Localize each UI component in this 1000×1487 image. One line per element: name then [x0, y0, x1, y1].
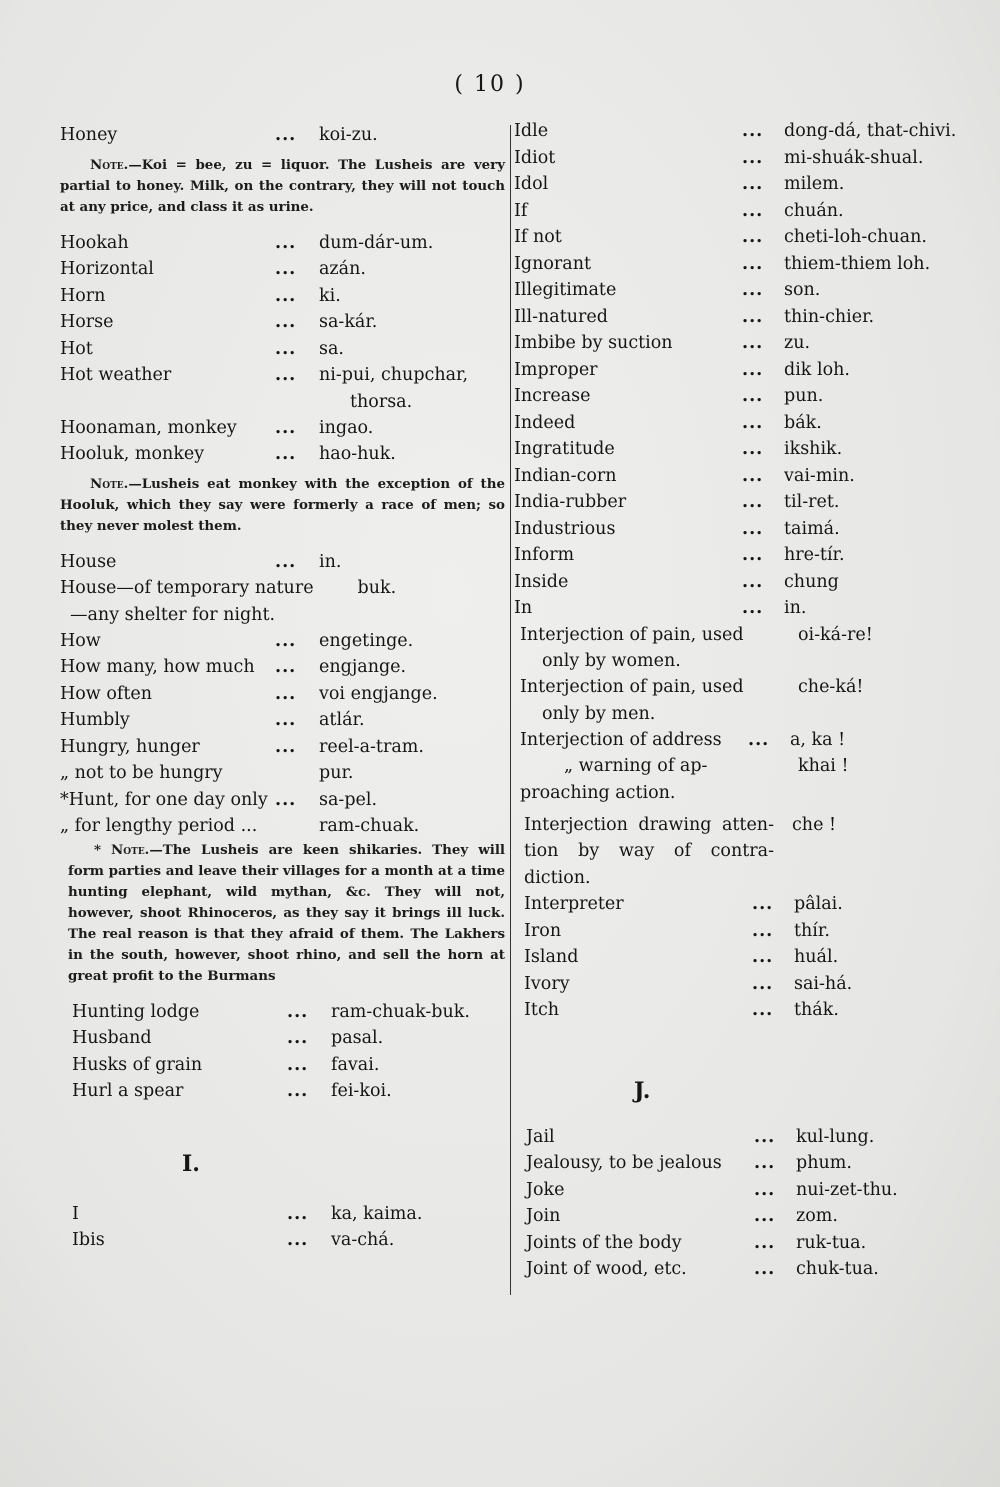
- entry-dots: [275, 813, 319, 840]
- entry-term: Itch: [524, 1000, 560, 1020]
- entry-translation: sai-há.: [794, 973, 853, 994]
- entry-dots: ...: [742, 598, 764, 618]
- entry-term: Idol: [514, 174, 549, 194]
- dictionary-entry: [60, 441, 505, 468]
- column-divider: [510, 125, 511, 1295]
- entry-translation: pâlai.: [794, 894, 843, 914]
- entry-translation: voi engjange.: [319, 683, 438, 704]
- entry-translation: in.: [319, 551, 342, 572]
- dictionary-entry: [60, 681, 505, 708]
- entry-dots: ...: [275, 551, 297, 572]
- entry-translation: zom.: [796, 1206, 838, 1226]
- entry-translation: thin-chier.: [784, 306, 875, 327]
- entry-term: Hurl a spear: [72, 1081, 184, 1101]
- entry-term: Ibis: [72, 1230, 105, 1250]
- entry-dots: ...: [742, 439, 764, 459]
- entry-term: Hooluk, monkey: [60, 444, 205, 464]
- entry-term: Ignorant: [514, 253, 592, 274]
- dictionary-entry: [514, 198, 954, 225]
- entry-translation: oi-ká-re!: [798, 624, 873, 645]
- entry-term: Hunting lodge: [72, 1001, 200, 1022]
- dictionary-entry: [60, 787, 505, 814]
- entry-translation: ingao.: [319, 417, 374, 438]
- entry-translation: che !: [792, 814, 837, 835]
- dictionary-entry: [514, 516, 954, 543]
- note-hunt: [60, 840, 505, 987]
- entry-translation: ram-chuak-buk.: [331, 1001, 470, 1022]
- note-lead: * Note.: [94, 841, 150, 858]
- entry-dots: ...: [287, 1001, 309, 1022]
- entry-translation: khai !: [798, 756, 849, 776]
- dictionary-entry: [72, 1052, 505, 1079]
- entry-translation: a, ka !: [790, 729, 846, 750]
- entry-interjection-pain-women: [514, 622, 954, 649]
- dictionary-entry: [514, 463, 954, 490]
- entry-dots: ...: [742, 121, 764, 141]
- entry-term: Interjection of address: [520, 729, 722, 750]
- entry-term: Iron: [524, 920, 562, 941]
- entry-translation: ram-chuak.: [319, 816, 420, 836]
- entry-translation: buk.: [357, 578, 397, 598]
- entry-translation: che-ká!: [798, 677, 864, 697]
- entry-dots: ...: [742, 492, 764, 512]
- dictionary-entry: [514, 542, 954, 569]
- entry-term: Industrious: [514, 518, 616, 539]
- entry-list-j: [514, 1124, 954, 1283]
- entry-dots: ...: [752, 894, 774, 914]
- entry-term: Hookah: [60, 232, 129, 253]
- dictionary-entry: [514, 118, 957, 145]
- entry-continuation: —any shelter for night.: [70, 604, 276, 625]
- entry-dots: ...: [275, 125, 297, 145]
- entry-translation: sa-pel.: [319, 789, 378, 810]
- dictionary-entry: [524, 944, 954, 971]
- right-column: [514, 118, 957, 1283]
- entry-dots: ...: [754, 1179, 776, 1200]
- dictionary-entry: [60, 309, 505, 336]
- entry-term: „ not to be hungry: [60, 763, 223, 783]
- entry-translation: atlár.: [319, 710, 365, 730]
- entry-dots: ...: [754, 1206, 776, 1226]
- dictionary-entry: [526, 1150, 954, 1177]
- entry-list-h4: [60, 628, 505, 840]
- dictionary-entry: [514, 224, 954, 251]
- entry-term: House—of temporary nature: [60, 578, 314, 598]
- entry-translation: dum-dár-um.: [319, 232, 434, 253]
- entry-list-h2: [60, 415, 505, 468]
- entry-translation: chung: [784, 571, 839, 592]
- dictionary-entry: [60, 707, 505, 734]
- entry-dots: ...: [742, 253, 764, 274]
- entry-dots: [314, 575, 358, 602]
- entry-dots: ...: [752, 1000, 774, 1020]
- dictionary-entry: [60, 654, 505, 681]
- entry-term: Inform: [514, 545, 575, 565]
- entry-translation: va-chá.: [331, 1230, 395, 1250]
- entry-interjection-address: [514, 727, 954, 754]
- entry-dots: ...: [742, 518, 764, 539]
- entry-dots: ...: [742, 386, 764, 406]
- entry-interjection-pain-men: [514, 674, 954, 701]
- entry-translation: azán.: [319, 259, 366, 279]
- entry-term: Indeed: [514, 412, 576, 433]
- entry-dots: ...: [275, 710, 297, 730]
- dictionary-entry: [60, 362, 505, 389]
- entry-translation: ni-pui, chupchar,: [319, 365, 469, 385]
- entry-list-i: [60, 1201, 505, 1254]
- dictionary-entry: [72, 999, 505, 1026]
- entry-dots: ...: [275, 657, 297, 677]
- entry-term: Interjection drawing atten- tion by way of contra- diction.: [524, 814, 774, 888]
- entry-translation: son.: [784, 280, 821, 300]
- entry-dots: ...: [742, 359, 764, 380]
- entry-dots: ...: [287, 1230, 309, 1250]
- dictionary-entry: [526, 1230, 954, 1257]
- entry-term: Horse: [60, 312, 114, 332]
- entry-term: Husks of grain: [72, 1054, 203, 1075]
- entry-dots: ...: [742, 227, 764, 247]
- entry-term: „ warning of ap-: [564, 756, 708, 776]
- entry-translation: koi-zu.: [319, 125, 378, 145]
- note-honey: [60, 155, 505, 218]
- entry-interjection-attention: [514, 812, 954, 892]
- entry-term: Increase: [514, 386, 591, 406]
- entry-dots: ...: [742, 147, 764, 168]
- entry-translation: bák.: [784, 412, 822, 433]
- entry-dots: ...: [742, 571, 764, 592]
- entry-translation: mi-shuák-shual.: [784, 147, 924, 168]
- entry-dots: [275, 760, 319, 787]
- entry-dots: ...: [754, 1232, 776, 1253]
- entry-dots: ...: [742, 333, 764, 353]
- entry-dots: ...: [742, 174, 764, 194]
- entry-translation: chuán.: [784, 200, 844, 221]
- entry-translation: cheti-loh-chuan.: [784, 227, 927, 247]
- entry-dots: ...: [754, 1126, 776, 1147]
- entry-term: Idle: [514, 121, 549, 141]
- entry-dots: ...: [287, 1054, 309, 1075]
- entry-dots: ...: [742, 545, 764, 565]
- entry-translation: nui-zet-thu.: [796, 1179, 898, 1200]
- entry-term: Honey: [60, 125, 118, 145]
- entry-term: India-rubber: [514, 492, 627, 512]
- entry-term: Island: [524, 947, 579, 967]
- entry-term: If: [514, 200, 528, 221]
- dictionary-entry: [60, 336, 505, 363]
- dictionary-entry: [514, 145, 954, 172]
- entry-translation: dong-dá, that-chivi.: [784, 121, 957, 141]
- entry-dots: ...: [275, 683, 297, 704]
- entry-dots: ...: [275, 789, 297, 810]
- dictionary-entry: [60, 549, 505, 576]
- entry-dots: ...: [742, 280, 764, 300]
- entry-dots: ...: [742, 465, 764, 486]
- entry-term: *Hunt, for one day only: [60, 789, 268, 810]
- entry-term: How often: [60, 683, 153, 704]
- dictionary-entry: [526, 1177, 954, 1204]
- note-text: —The Lusheis are keen shikaries. They will form parties and leave their villages for a month at a time hunting elephant, wild mythan, &c. They will not, however, shoot Rhinoceros, as they say it brings ill luck. The real reason is that they afraid of them. The Lakhers in the south, however, shoot rhino, and sell the horn at great profit to the Burmans: [68, 841, 506, 984]
- entry-term: How: [60, 630, 101, 651]
- entry-translation: reel-a-tram.: [319, 736, 424, 757]
- entry-list-i2: [514, 891, 954, 1024]
- dictionary-entry: [514, 357, 954, 384]
- entry-term: Husband: [72, 1028, 152, 1048]
- entry-dots: ...: [754, 1259, 776, 1279]
- entry-translation: in.: [784, 598, 807, 618]
- dictionary-entry: [514, 595, 954, 622]
- dictionary-entry: [526, 1256, 954, 1283]
- entry-term: Imbibe by suction: [514, 333, 673, 353]
- page-number: ( 10 ): [454, 72, 526, 97]
- entry-dots: ...: [275, 338, 297, 359]
- entry-dots: ...: [752, 920, 774, 941]
- entry-translation: zu.: [784, 333, 811, 353]
- entry-translation: huál.: [794, 947, 839, 967]
- entry-dots: ...: [287, 1203, 309, 1224]
- dictionary-entry: [72, 1025, 505, 1052]
- entry-continuation: thorsa.: [350, 391, 413, 412]
- dictionary-entry: [524, 918, 954, 945]
- entry-dots: ...: [275, 417, 297, 438]
- entry-honey: [60, 122, 505, 149]
- entry-continuation: only by women.: [542, 651, 681, 671]
- entry-term: Hungry, hunger: [60, 736, 200, 757]
- entry-dots: ...: [754, 1153, 776, 1173]
- entry-term: Hot: [60, 338, 93, 359]
- note-lead: Note.: [90, 475, 129, 492]
- note-monkey: [60, 474, 505, 537]
- dictionary-entry: [524, 891, 954, 918]
- entry-dots: ...: [748, 729, 770, 750]
- entry-term: How many, how much: [60, 657, 255, 677]
- entry-continuation: only by men.: [542, 703, 656, 724]
- entry-translation: sa.: [319, 338, 344, 359]
- dictionary-entry: [514, 171, 954, 198]
- entry-list-h3: [60, 549, 505, 602]
- entry-translation: til-ret.: [784, 492, 840, 512]
- note-text: —Koi = bee, zu = liquor. The Lusheis are very partial to honey. Milk, on the contrary, they will not touch at any price, and class it as urine.: [60, 156, 505, 215]
- entry-term: Jealousy, to be jealous: [526, 1153, 722, 1173]
- dictionary-entry: [514, 436, 954, 463]
- dictionary-entry: [60, 813, 505, 840]
- dictionary-entry: [60, 734, 505, 761]
- dictionary-entry: [60, 230, 505, 257]
- entry-term: Indian-corn: [514, 465, 617, 486]
- dictionary-entry: [72, 1227, 505, 1254]
- entry-term: Horn: [60, 285, 106, 306]
- entry-dots: ...: [287, 1081, 309, 1101]
- entry-translation: thír.: [794, 920, 830, 941]
- entry-dots: ...: [275, 736, 297, 757]
- entry-term: In: [514, 598, 533, 618]
- entry-dots: ...: [742, 306, 764, 327]
- dictionary-entry: [60, 575, 505, 602]
- entry-term: Illegitimate: [514, 280, 617, 300]
- entry-dots: ...: [742, 412, 764, 433]
- left-column: [60, 122, 505, 1254]
- entry-dots: ...: [275, 259, 297, 279]
- dictionary-entry: [72, 1078, 505, 1105]
- entry-term: Interjection of pain, used: [520, 624, 744, 645]
- entry-translation: ikshik.: [784, 439, 843, 459]
- entry-translation: kul-lung.: [796, 1126, 875, 1147]
- dictionary-entry: [526, 1203, 954, 1230]
- entry-term: I: [72, 1203, 79, 1224]
- dictionary-entry: [60, 628, 505, 655]
- entry-list-i-right: [514, 118, 957, 622]
- dictionary-entry: [524, 997, 954, 1024]
- dictionary-entry: [514, 410, 954, 437]
- entry-dots: ...: [275, 232, 297, 253]
- entry-translation: thák.: [794, 1000, 839, 1020]
- entry-translation: hre-tír.: [784, 545, 845, 565]
- dictionary-entry: [514, 251, 954, 278]
- entry-term: If not: [514, 227, 562, 247]
- dictionary-entry: [526, 1124, 954, 1151]
- entry-dots: ...: [275, 312, 297, 332]
- entry-translation: phum.: [796, 1153, 852, 1173]
- dictionary-entry: [60, 760, 505, 787]
- entry-interjection-warning: [514, 753, 954, 780]
- entry-term: Jail: [526, 1126, 555, 1147]
- entry-translation: milem.: [784, 174, 845, 194]
- entry-term: Interpreter: [524, 894, 624, 914]
- entry-translation: pur.: [319, 763, 354, 783]
- entry-term: Hoonaman, monkey: [60, 417, 237, 438]
- entry-translation: ki.: [319, 285, 341, 306]
- entry-translation: fei-koi.: [331, 1081, 392, 1101]
- entry-term: Inside: [514, 571, 569, 592]
- entry-dots: ...: [287, 1028, 309, 1048]
- entry-term: Joint of wood, etc.: [526, 1259, 687, 1279]
- section-heading-j: J.: [634, 1077, 651, 1104]
- entry-term: Joints of the body: [526, 1232, 682, 1253]
- dictionary-entry: [524, 971, 954, 998]
- entry-dots: ...: [275, 365, 297, 385]
- entry-dots: ...: [275, 444, 297, 464]
- entry-term: Improper: [514, 359, 598, 380]
- entry-dots: ...: [275, 630, 297, 651]
- dictionary-entry: [60, 283, 505, 310]
- dictionary-entry: [514, 569, 954, 596]
- entry-term: Interjection of pain, used: [520, 677, 744, 697]
- entry-term: Ingratitude: [514, 439, 615, 459]
- entry-term: Humbly: [60, 710, 130, 730]
- entry-translation: ruk-tua.: [796, 1232, 867, 1253]
- dictionary-entry: [514, 304, 954, 331]
- entry-translation: dik loh.: [784, 359, 850, 380]
- entry-term: Hot weather: [60, 365, 172, 385]
- entry-term: Horizontal: [60, 259, 154, 279]
- entry-dots: ...: [742, 200, 764, 221]
- entry-list-h1: [60, 230, 505, 389]
- dictionary-entry: [514, 330, 954, 357]
- entry-translation: pasal.: [331, 1028, 384, 1048]
- entry-translation: chuk-tua.: [796, 1259, 879, 1279]
- entry-term: Idiot: [514, 147, 556, 168]
- dictionary-entry: [514, 383, 954, 410]
- entry-list-h5: [60, 999, 505, 1105]
- dictionary-entry: [72, 1201, 505, 1228]
- entry-dots: ...: [752, 973, 774, 994]
- entry-translation: engetinge.: [319, 630, 414, 651]
- entry-term: House: [60, 551, 117, 572]
- dictionary-entry: [60, 256, 505, 283]
- entry-translation: engjange.: [319, 657, 407, 677]
- entry-dots: ...: [752, 947, 774, 967]
- entry-translation: hao-huk.: [319, 444, 396, 464]
- entry-term: „ for lengthy period ...: [60, 816, 258, 836]
- entry-translation: taimá.: [784, 518, 840, 539]
- dictionary-entry: [514, 489, 954, 516]
- entry-continuation: proaching action.: [520, 782, 676, 803]
- note-lead: Note.: [90, 156, 129, 173]
- entry-term: Ivory: [524, 973, 570, 994]
- entry-term: Joke: [526, 1179, 565, 1200]
- entry-translation: sa-kár.: [319, 312, 378, 332]
- entry-dots: ...: [275, 285, 297, 306]
- entry-translation: vai-min.: [784, 465, 855, 486]
- entry-translation: pun.: [784, 386, 824, 406]
- dictionary-entry: [60, 415, 505, 442]
- entry-translation: ka, kaima.: [331, 1203, 423, 1224]
- entry-translation: favai.: [331, 1054, 380, 1075]
- entry-term: Ill-natured: [514, 306, 608, 327]
- entry-term: Join: [526, 1206, 561, 1226]
- section-heading-i: I.: [182, 1150, 200, 1177]
- entry-translation: thiem-thiem loh.: [784, 253, 931, 274]
- note-text: —Lusheis eat monkey with the exception of the Hooluk, which they say were formerly a race of men; so they never molest them.: [60, 475, 505, 534]
- dictionary-entry: [514, 277, 954, 304]
